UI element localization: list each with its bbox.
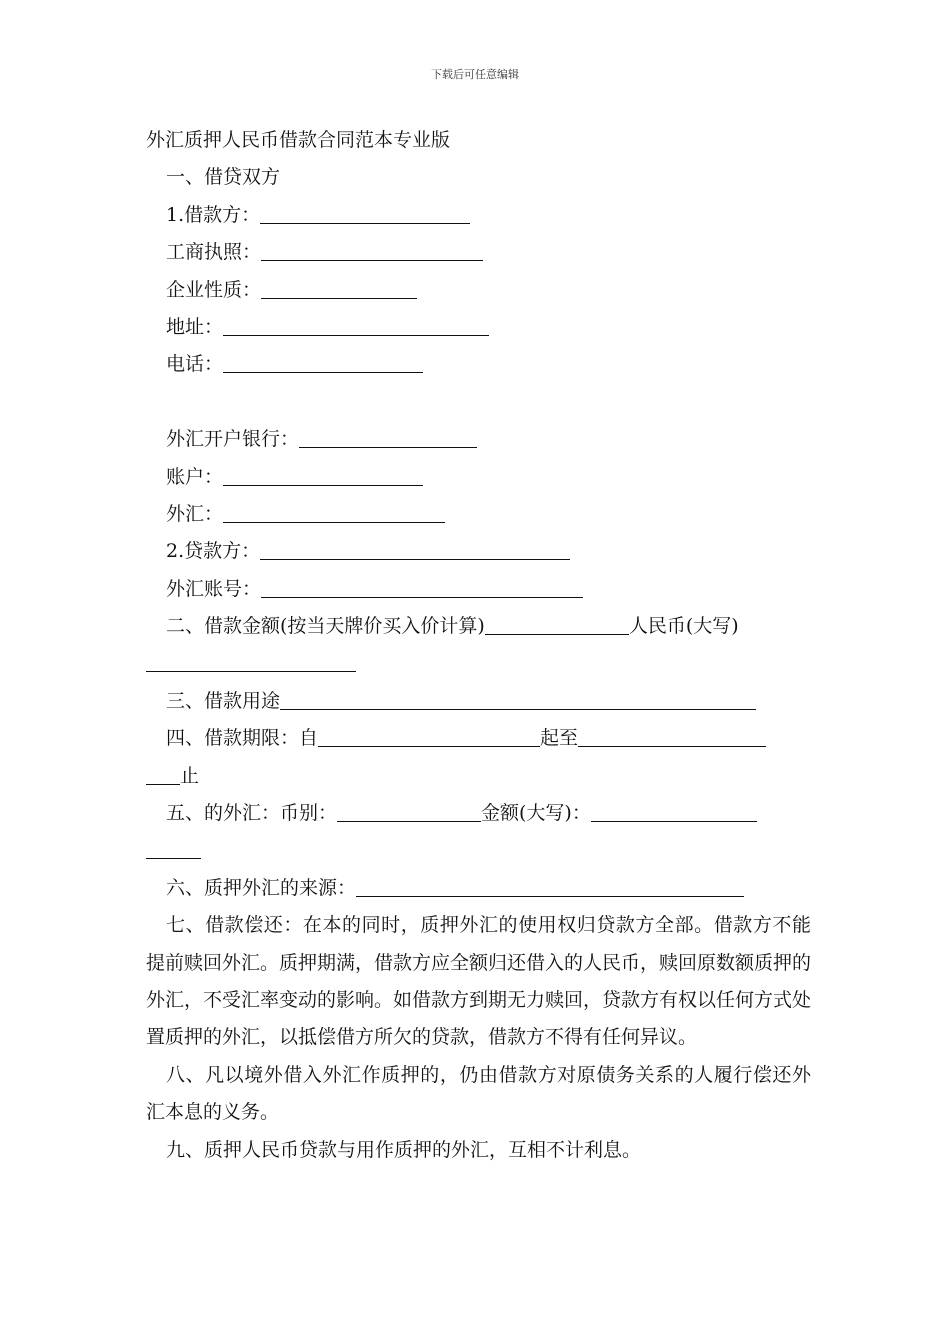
- section-7-paragraph: 七、借款偿还：在本的同时，质押外汇的使用权归贷款方全部。借款方不能提前赎回外汇。质押期满，借款方应全额归还借入的人民币，赎回原数额质押的外汇，不受汇率变动的影响。如借款方到期无力赎回，贷款方有权以任何方式处置质押的外汇，以抵偿借方所欠的贷款，借款方不得有任何异议。: [146, 914, 812, 1049]
- nature-blank[interactable]: [261, 298, 417, 299]
- bank-blank[interactable]: [299, 447, 477, 448]
- rmb-amount-blank[interactable]: [146, 671, 356, 672]
- lender-label: 2.贷款方：: [166, 540, 261, 563]
- license-label: 工商执照：: [166, 241, 262, 264]
- license-blank[interactable]: [261, 260, 483, 261]
- section-4-continuation: [146, 758, 811, 795]
- section-1-heading: 一、借贷双方: [166, 166, 281, 189]
- fx-blank[interactable]: [223, 522, 445, 523]
- section-5-text: 五、的外汇：币别：: [166, 802, 338, 825]
- loan-amount-blank[interactable]: [485, 634, 629, 635]
- section-4-row: [146, 720, 811, 757]
- section-4-end: 止: [180, 764, 200, 787]
- address-blank[interactable]: [223, 335, 489, 336]
- bank-row: [146, 421, 811, 458]
- section-4-to: 起至: [540, 727, 579, 750]
- bank-label: 外汇开户银行：: [166, 428, 300, 451]
- section-3-text: 三、借款用途: [166, 689, 281, 712]
- phone-blank[interactable]: [223, 372, 423, 373]
- fx-account-blank[interactable]: [261, 597, 583, 598]
- lender-row: [146, 533, 811, 570]
- section-4-text: 四、借款期限：自: [166, 727, 319, 750]
- address-label: 地址：: [166, 315, 224, 338]
- nature-row: [146, 272, 811, 309]
- fx-amount-blank-cont[interactable]: [146, 858, 201, 859]
- section-2-rmb: 人民币(大写): [628, 615, 739, 638]
- section-5-row: [146, 795, 811, 832]
- fx-amount-blank[interactable]: [591, 821, 757, 822]
- fx-account-label: 外汇账号：: [166, 577, 262, 600]
- address-row: [146, 309, 811, 346]
- section-5-amount: 金额(大写)：: [481, 802, 591, 825]
- fx-row: [146, 496, 811, 533]
- spacer: [146, 384, 811, 421]
- purpose-blank[interactable]: [280, 709, 756, 710]
- license-row: [146, 234, 811, 271]
- section-6-row: [146, 870, 811, 907]
- section-2-text: 二、借款金额(按当天牌价买入价计算): [166, 615, 485, 638]
- fx-label: 外汇：: [166, 502, 224, 525]
- borrower-label: 1.借款方：: [166, 203, 261, 226]
- account-label: 账户：: [166, 465, 224, 488]
- section-9-paragraph: 九、质押人民币贷款与用作质押的外汇，互相不计利息。: [166, 1138, 642, 1161]
- currency-blank[interactable]: [337, 821, 481, 822]
- section-8-paragraph: 八、凡以境外借入外汇作质押的，仍由借款方对原债务关系的人履行偿还外汇本息的义务。: [146, 1063, 811, 1124]
- page-header: 下载后可任意编辑: [431, 68, 519, 81]
- account-row: [146, 459, 811, 496]
- section-3-row: [146, 683, 811, 720]
- phone-label: 电话：: [166, 353, 224, 376]
- phone-row: [146, 346, 811, 383]
- section-5-continuation: [146, 832, 811, 869]
- section-2-row: [146, 608, 811, 645]
- section-6-text: 六、质押外汇的来源：: [166, 876, 357, 899]
- start-date-blank[interactable]: [318, 746, 540, 747]
- nature-label: 企业性质：: [166, 278, 262, 301]
- lender-blank[interactable]: [260, 559, 570, 560]
- section-2-continuation: [146, 645, 811, 682]
- contract-document: [146, 122, 811, 1169]
- end-date-blank-cont[interactable]: [146, 784, 180, 785]
- borrower-blank[interactable]: [260, 223, 470, 224]
- account-blank[interactable]: [223, 485, 423, 486]
- document-title: 外汇质押人民币借款合同范本专业版: [146, 129, 451, 151]
- end-date-blank[interactable]: [578, 746, 766, 747]
- fx-source-blank[interactable]: [356, 896, 744, 897]
- fx-account-row: [146, 571, 811, 608]
- borrower-row: [146, 197, 811, 234]
